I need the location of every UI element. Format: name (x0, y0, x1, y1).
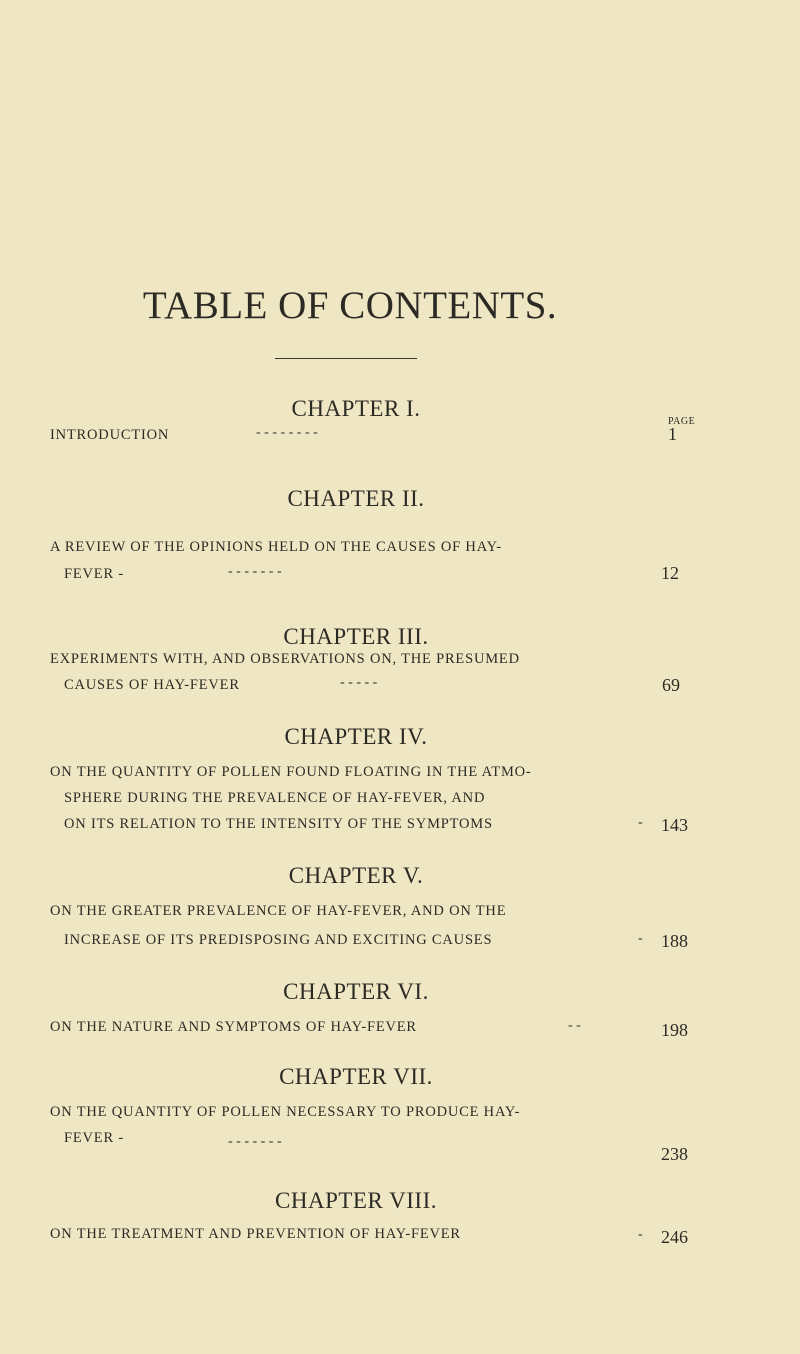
page-number: 188 (661, 931, 688, 951)
title-rule (275, 358, 417, 359)
dot-leader: - (638, 1227, 643, 1242)
toc-entry-line: ON THE NATURE AND SYMPTOMS OF HAY-FEVER (50, 1019, 417, 1035)
chapter-heading: CHAPTER V. (288, 863, 424, 888)
dot-leader: - - - - - - - (228, 1134, 282, 1149)
toc-entry-line: ON THE QUANTITY OF POLLEN FOUND FLOATING IN THE ATMO- (50, 764, 532, 780)
chapter-heading: CHAPTER II. (287, 486, 425, 511)
chapter-heading: CHAPTER VIII. (275, 1188, 437, 1213)
toc-entry-line: FEVER - (64, 1130, 124, 1146)
toc-entry-line: ON THE GREATER PREVALENCE OF HAY-FEVER, AND ON THE (50, 903, 507, 919)
toc-entry-line: EXPERIMENTS WITH, AND OBSERVATIONS ON, THE PRESUMED (50, 651, 520, 667)
dot-leader: - (638, 815, 643, 830)
chapter-heading: CHAPTER VII. (279, 1064, 433, 1089)
page-column-heading: PAGE (668, 416, 696, 427)
toc-entry-line: ON THE QUANTITY OF POLLEN NECESSARY TO PRODUCE HAY- (50, 1104, 521, 1120)
page-number: 143 (661, 815, 688, 835)
dot-leader: - - - - - - - (228, 564, 282, 579)
toc-entry-line: A REVIEW OF THE OPINIONS HELD ON THE CAUSES OF HAY- (50, 539, 502, 555)
chapter-heading: CHAPTER III. (283, 624, 429, 649)
page-number: 198 (661, 1020, 688, 1040)
toc-entry-line: ON ITS RELATION TO THE INTENSITY OF THE SYMPTOMS (64, 816, 493, 832)
page-number: 69 (662, 675, 680, 695)
toc-entry-line: CAUSES OF HAY-FEVER (64, 677, 240, 693)
toc-entry-line: INCREASE OF ITS PREDISPOSING AND EXCITING CAUSES (64, 932, 493, 948)
dot-leader: - - - - - (340, 675, 378, 690)
toc-entry-line: SPHERE DURING THE PREVALENCE OF HAY-FEVER, AND (64, 790, 486, 806)
dot-leader: - - - - - - - - (256, 425, 318, 440)
page-number: 12 (661, 563, 679, 583)
chapter-heading: CHAPTER IV. (284, 724, 428, 749)
dot-leader: - (638, 931, 643, 946)
dot-leader: - - (568, 1018, 581, 1033)
page-number: 246 (661, 1227, 688, 1247)
chapter-heading: CHAPTER VI. (283, 979, 429, 1004)
page-number: 238 (661, 1144, 688, 1164)
toc-entry-line: INTRODUCTION (50, 427, 170, 443)
page-number: 1 (668, 424, 677, 444)
toc-entry-line: FEVER - (64, 566, 124, 582)
chapter-heading: CHAPTER I. (291, 396, 421, 421)
toc-entry-line: ON THE TREATMENT AND PREVENTION OF HAY-FEVER (50, 1226, 461, 1242)
page-title: TABLE OF CONTENTS. (142, 284, 558, 327)
